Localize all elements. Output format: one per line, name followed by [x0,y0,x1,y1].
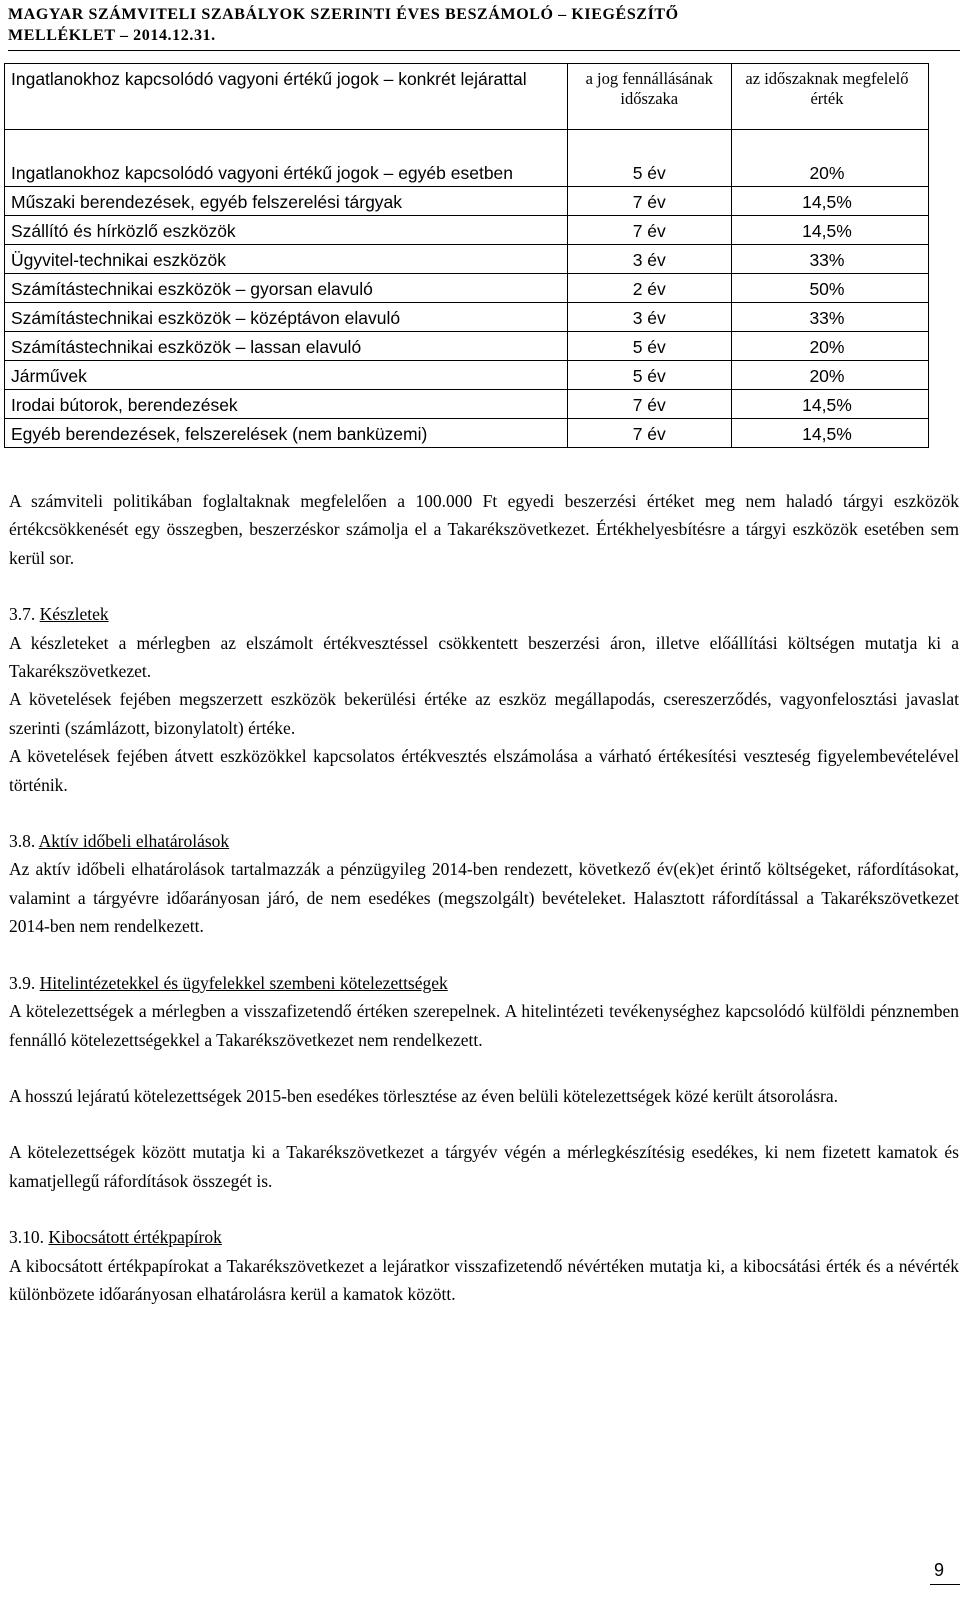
table-row [5,245,929,274]
section-title: Aktív időbeli elhatárolások [38,831,230,852]
table-row [5,187,929,216]
paragraph: A követelések fejében átvett eszközökkel kapcsolatos értékvesztés elszámolása a várható értékesítési veszteség figyelembevételével történik. [9,746,959,795]
rate-cell: 20% [731,361,928,390]
depreciation-table [4,63,929,448]
paragraph: A kibocsátott értékpapírokat a Takarékszövetkezet a lejáratkor visszafizetendő névértéken mutatja ki, a kibocsátási érték és a névérték különbözete időarányosan elhatárolásra kerül a kamatok között. [9,1255,959,1304]
paragraph: A készleteket a mérlegben az elszámolt értékvesztéssel csökkentett beszerzési áron, illetve előállítási költségen mutatja ki a Takarékszövetkezet. [9,632,959,682]
rate-cell: 33% [731,245,928,274]
period-cell: 2 év [567,274,731,303]
document-header [8,4,948,46]
header-line-1: MAGYAR SZÁMVITELI SZABÁLYOK SZERINTI ÉVES BESZÁMOLÓ – KIEGÉSZÍTŐ [8,6,679,23]
item-cell: Számítástechnikai eszközök – lassan elavuló [5,332,568,361]
table-row [5,274,929,303]
rate-cell: 14,5% [731,216,928,245]
rate-cell: 14,5% [731,419,928,448]
paragraph: A követelések fejében megszerzett eszközök bekerülési értéke az eszköz megállapodás, csereszerződés, vagyonfelosztási javaslat szerinti (számlázott, bizonylatolt) értéke. [9,689,959,738]
period-cell: 7 év [567,390,731,419]
header-period-cell: a jog fennállásának időszaka [567,64,731,130]
section-number: 3.7. [9,604,36,625]
section-number: 3.9. [9,972,36,993]
header-line-2: MELLÉKLET – 2014.12.31. [8,27,216,44]
item-cell: Egyéb berendezések, felszerelések (nem banküzemi) [5,419,568,448]
table-row [5,390,929,419]
period-cell: 7 év [567,187,731,216]
section-heading-3-8 [9,827,959,855]
rate-cell: 20% [731,130,928,187]
policy-paragraph: A számviteli politikában foglaltaknak megfelelően a 100.000 Ft egyedi beszerzési értéket meg nem haladó tárgyi eszközök értékcsökkenését egy összegben, beszerzéskor számolja el a Takarékszövetkezet. Értékhelyesbítésre a tárgyi eszközök esetében sem kerül sor. [9,491,959,568]
table-header-row [5,64,929,130]
section-title: Hitelintézetekkel és ügyfelekkel szembeni kötelezettségek [39,972,448,993]
item-cell: Szállító és hírközlő eszközök [5,216,568,245]
table-row [5,419,929,448]
section-heading-3-7 [9,600,959,628]
document-body [9,487,959,1308]
table-row [5,303,929,332]
section-heading-3-10 [9,1223,959,1251]
paragraph: Az aktív időbeli elhatárolások tartalmazzák a pénzügyileg 2014-ben rendezett, következő év(ek)et érintő költségeket, ráfordításokat, valamint a tárgyévre időarányosan járó, de nem esedékes (megszolgált) bevételeket. Halasztott ráfordítással a Takarékszövetkezet 2014-ben nem rendelkezett. [9,859,959,937]
period-cell: 7 év [567,216,731,245]
period-cell: 3 év [567,245,731,274]
item-cell: Járművek [5,361,568,390]
table-row [5,361,929,390]
item-cell: Ügyvitel-technikai eszközök [5,245,568,274]
period-cell: 3 év [567,303,731,332]
item-cell: Ingatlanokhoz kapcsolódó vagyoni értékű jogok – egyéb esetben [5,130,568,187]
period-cell: 5 év [567,130,731,187]
rate-cell: 14,5% [731,187,928,216]
period-cell: 5 év [567,332,731,361]
paragraph: A hosszú lejáratú kötelezettségek 2015-ben esedékes törlesztése az éven belüli kötelezettségek közé került átsorolásra. [9,1085,838,1106]
paragraph: A kötelezettségek között mutatja ki a Takarékszövetkezet a tárgyév végén a mérlegkészítésig esedékes, ki nem fizetett kamatok és kamatjellegű ráfordítások összegét is. [9,1142,959,1191]
page-number-rule [930,1584,960,1585]
table-row [5,332,929,361]
header-rule [8,50,960,51]
rate-cell: 33% [731,303,928,332]
item-cell: Számítástechnikai eszközök – gyorsan elavuló [5,274,568,303]
rate-cell: 50% [731,274,928,303]
rate-cell: 14,5% [731,390,928,419]
period-cell: 5 év [567,361,731,390]
paragraph: A kötelezettségek a mérlegben a visszafizetendő értéken szerepelnek. A hitelintézeti tevékenységhez kapcsolódó külföldi pénznemben fennálló kötelezettségekkel a Takarékszövetkezet nem rendelkezett. [9,1001,959,1050]
page-number: 9 [933,1560,944,1580]
section-title: Kibocsátott értékpapírok [48,1227,222,1248]
section-number: 3.8. [9,831,36,852]
section-heading-3-9 [9,969,959,997]
period-cell: 7 év [567,419,731,448]
rate-cell: 20% [731,332,928,361]
table-row [5,130,929,187]
item-cell: Irodai bútorok, berendezések [5,390,568,419]
section-number: 3.10. [9,1227,44,1248]
item-cell: Számítástechnikai eszközök – középtávon elavuló [5,303,568,332]
section-title: Készletek [39,604,109,625]
table-row [5,216,929,245]
header-item-cell: Ingatlanokhoz kapcsolódó vagyoni értékű jogok – konkrét lejárattal [5,64,568,130]
header-value-cell: az időszaknak megfelelő érték [731,64,928,130]
item-cell: Műszaki berendezések, egyéb felszerelési tárgyak [5,187,568,216]
